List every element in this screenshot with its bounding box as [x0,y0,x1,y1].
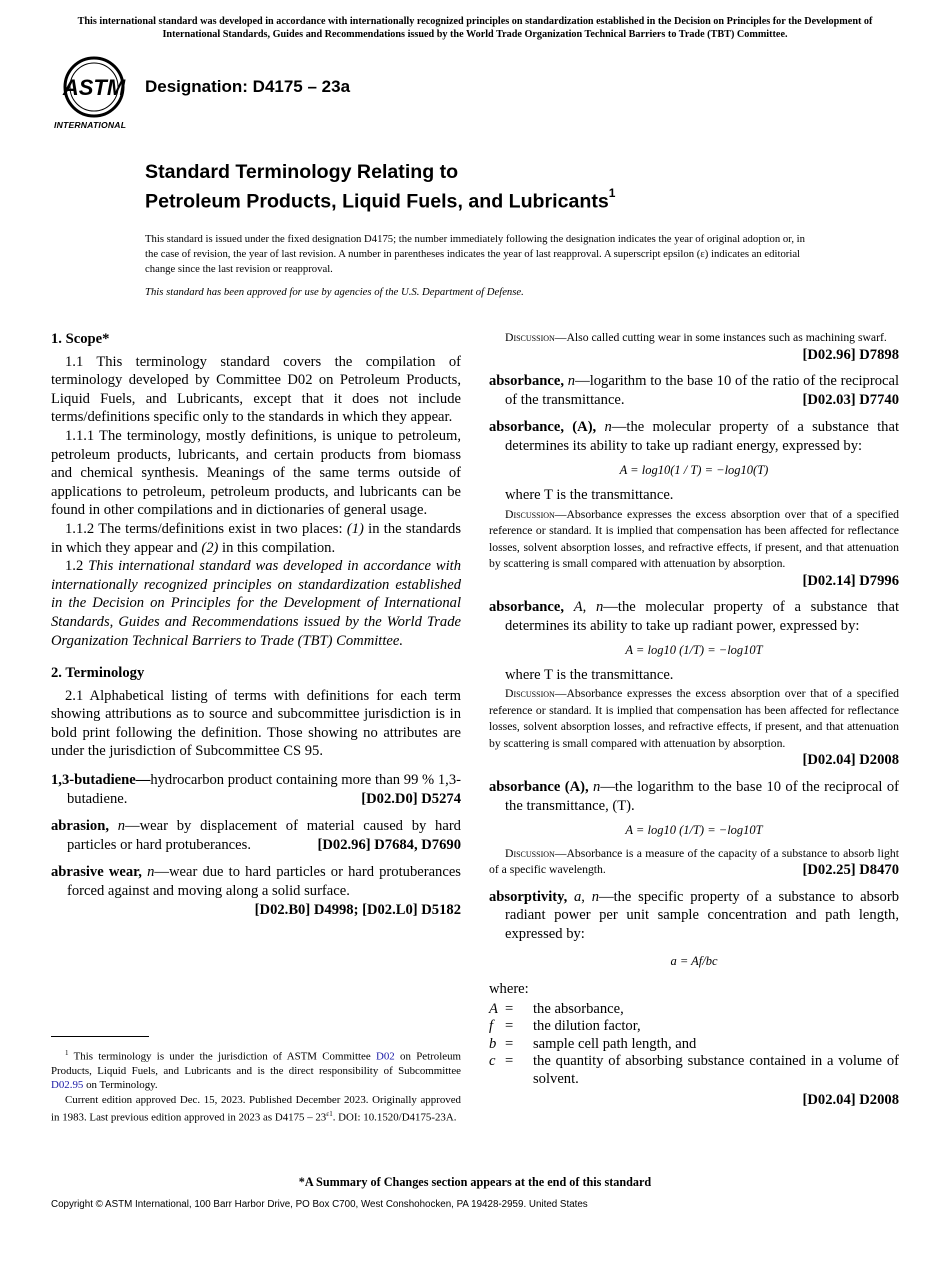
logo-letters: ASTM [62,75,126,100]
where-clause: where T is the transmittance. [505,486,674,503]
footnotes [51,1046,461,1125]
term-absorbance-4: absorbance (A), n—the logarithm to the base 10 of the reciprocal of the transmittance, (T). [489,778,899,814]
discussion-absorbance-2: Discussion—Absorbance expresses the excess absorption over that of a specified reference or standard. It is implied that compensation has been affected for reflectance losses, solvent absorption losses, and refractive effects, if present, and that attenuation by scattering is small compared with attenuation by absorption. [D02.14] D7996 [489,507,899,589]
tbt-notice: This international standard was developed in accordance with internationally recognized principles on standardization established in the Decision on Principles for the Development of International Standards, Guides and Recommendations issued by the World Trade Organization Technical Barriers to Trade (TBT) Committee. [77,16,873,40]
variable-row: f = the dilution factor, [489,1018,641,1035]
summary-note: *A Summary of Changes section appears at the end of this standard [298,1175,652,1189]
title-footnote-mark[interactable]: 1 [608,186,616,200]
term-ref: [D02.D0] D5274 [361,790,461,807]
footnote-1: $^1$ This terminology is under the jurisdiction of ASTM Committee D02 on Petroleum Products, Liquid Fuels, and Lubricants and is the direct responsibility of Subcommittee D02.95 on Terminology. [51,1049,461,1091]
logo-word: INTERNATIONAL [54,120,127,130]
equation-absorptivity: a = Af/bc [670,953,718,968]
term-ref: [D02.B0] D4998; [D02.L0] D5182 [254,901,461,918]
link-d02-95[interactable]: D02.95 [51,1078,84,1091]
para-1-1: 1.1 This terminology standard covers the compilation of terminology developed by Committee D02 on Petroleum Products, Liquid Fuels, and Lubricants, except that it does not include terms/definitions specific only to the standards in which they appear. [51,353,461,426]
term-absorbance-1: absorbance, n—logarithm to the base 10 of the ratio of the reciprocal of the transmittance. [D02.03] D7740 [489,373,900,408]
term-ref: [D02.04] D2008 [802,1091,899,1108]
discussion-absorbance-3: Discussion—Absorbance expresses the excess absorption over that of a specified reference or standard. It is implied that compensation has been affected for reflectance losses, solvent absorption losses, and refractive effects, if present, and that attenuation by scattering is small compared with attenuation by absorption. [D02.04] D2008 [489,687,899,769]
designation: Designation: D4175 – 23a [145,77,351,96]
para-2-1: 2.1 Alphabetical listing of terms with definitions for each term showing attributions as to source and subcommittee jurisdiction is in bold print following the definition. Those showing no attributes are under the jurisdiction of Subcommittee CS 95. [51,687,461,760]
issued-statement: This standard is issued under the fixed designation D4175; the number immediately following the designation indicates the year of original adoption or, in the case of revision, the year of last revision. A number in parentheses indicates the year of last reapproval. A superscript epsilon (ε) indicates an editorial change since the last revision or reapproval. [145,233,805,275]
link-d02[interactable]: D02 [375,1050,395,1063]
para-1-2: 1.2 This international standard was developed in accordance with internationally recognized principles on standardization established in the Decision on Principles for the Development of International Standards, Guides and Recommendations issued by the World Trade Organization Technical Barriers to Trade (TBT) Committee. [51,558,462,649]
astm-logo [52,55,136,133]
title-line-2 [145,184,615,214]
terminology-heading: 2. Terminology [51,665,145,682]
footnote-rule [51,1036,149,1037]
where-label: where: [489,981,529,998]
term-absorptivity: absorptivity, a, n—the specific property of a substance to absorb radiant power per unit sample concentration and path length, expressed by: [489,888,899,942]
scope-heading: 1. Scope* [51,331,110,347]
term-absorbance-3: absorbance, A, n—the molecular property of a substance that determines its ability to take up radiant power, expressed by: [489,599,900,634]
term-butadiene: 1,3-butadiene—hydrocarbon product containing more than 99 % 1,3-butadiene. [D02.D0] D5274 [51,772,461,807]
variable-row: A = the absorbance, [489,1000,624,1017]
term-ref: [D02.96] D7684, D7690 [317,836,461,853]
title-line-1: Standard Terminology Relating to [145,161,459,183]
discussion-absorbance-4: Discussion—Absorbance is a measure of the capacity of a substance to absorb light of a specific wavelength. [D02.25] D8470 [489,846,899,879]
variable-list [489,1001,899,1089]
para-1-1-2: 1.1.2 The terms/definitions exist in two places: (1) in the standards in which they appear and (2) in this compilation. [51,520,462,556]
para-1-1-1: 1.1.1 The terminology, mostly definitions, is unique to petroleum, petroleum products, lubricants, and certain products from biomass and chemical synthesis. Meanings of the same terms outside of applications to petroleum, petroleum products, and lubricants can be found in other compilations and in dictionaries of general usage. [51,427,461,519]
variable-row: c = the quantity of absorbing substance contained in a volume of solvent. [489,1053,899,1088]
where-clause: where T is the transmittance. [505,666,674,683]
edition-note: Current edition approved Dec. 15, 2023. Published December 2023. Originally approved in 1983. Last previous edition approved in 2023 as $D4175 - 23^{\varepsilon 1}$. DOI: 10.1520/D4175-23A. [51,1093,461,1124]
equation-absorbance-2: A = log10(1 / T) = −log10(T) [619,463,769,478]
astm-logo-mark [52,55,136,119]
right-column [489,330,899,1109]
approval-statement: This standard has been approved for use by agencies of the U.S. Department of Defense. [145,286,524,298]
page-title [145,160,615,214]
left-column [51,330,461,928]
variable-row: b = sample cell path length, and [489,1035,697,1052]
copyright: Copyright © ASTM International, 100 Barr Harbor Drive, PO Box C700, West Conshohocken, PA 19428-2959. United States [51,1199,588,1210]
term-absorbance-2: absorbance, (A), n—the molecular property of a substance that determines its ability to take up radiant energy, expressed by: [489,419,899,454]
equation-absorbance-3: A = log10 (1/T) = −log10T [625,643,763,658]
equation-absorbance-4: A = log10 (1/T) = −log10T [625,823,763,838]
discussion-cutting-wear: Discussion—Also called cutting wear in some instances such as machining swarf. [D02.96] D7898 [505,331,899,363]
term-abrasion: abrasion, n—wear by displacement of material caused by hard particles or hard protuberances. [D02.96] D7684, D7690 [51,818,461,853]
term-abrasive-wear: abrasive wear, n—wear due to hard particles or hard protuberances forced against and moving along a solid surface. [D02.B0] D4998; [D02.L0] D5182 [51,864,461,918]
title-line-2-text: Petroleum Products, Liquid Fuels, and Lubricants [145,190,609,213]
